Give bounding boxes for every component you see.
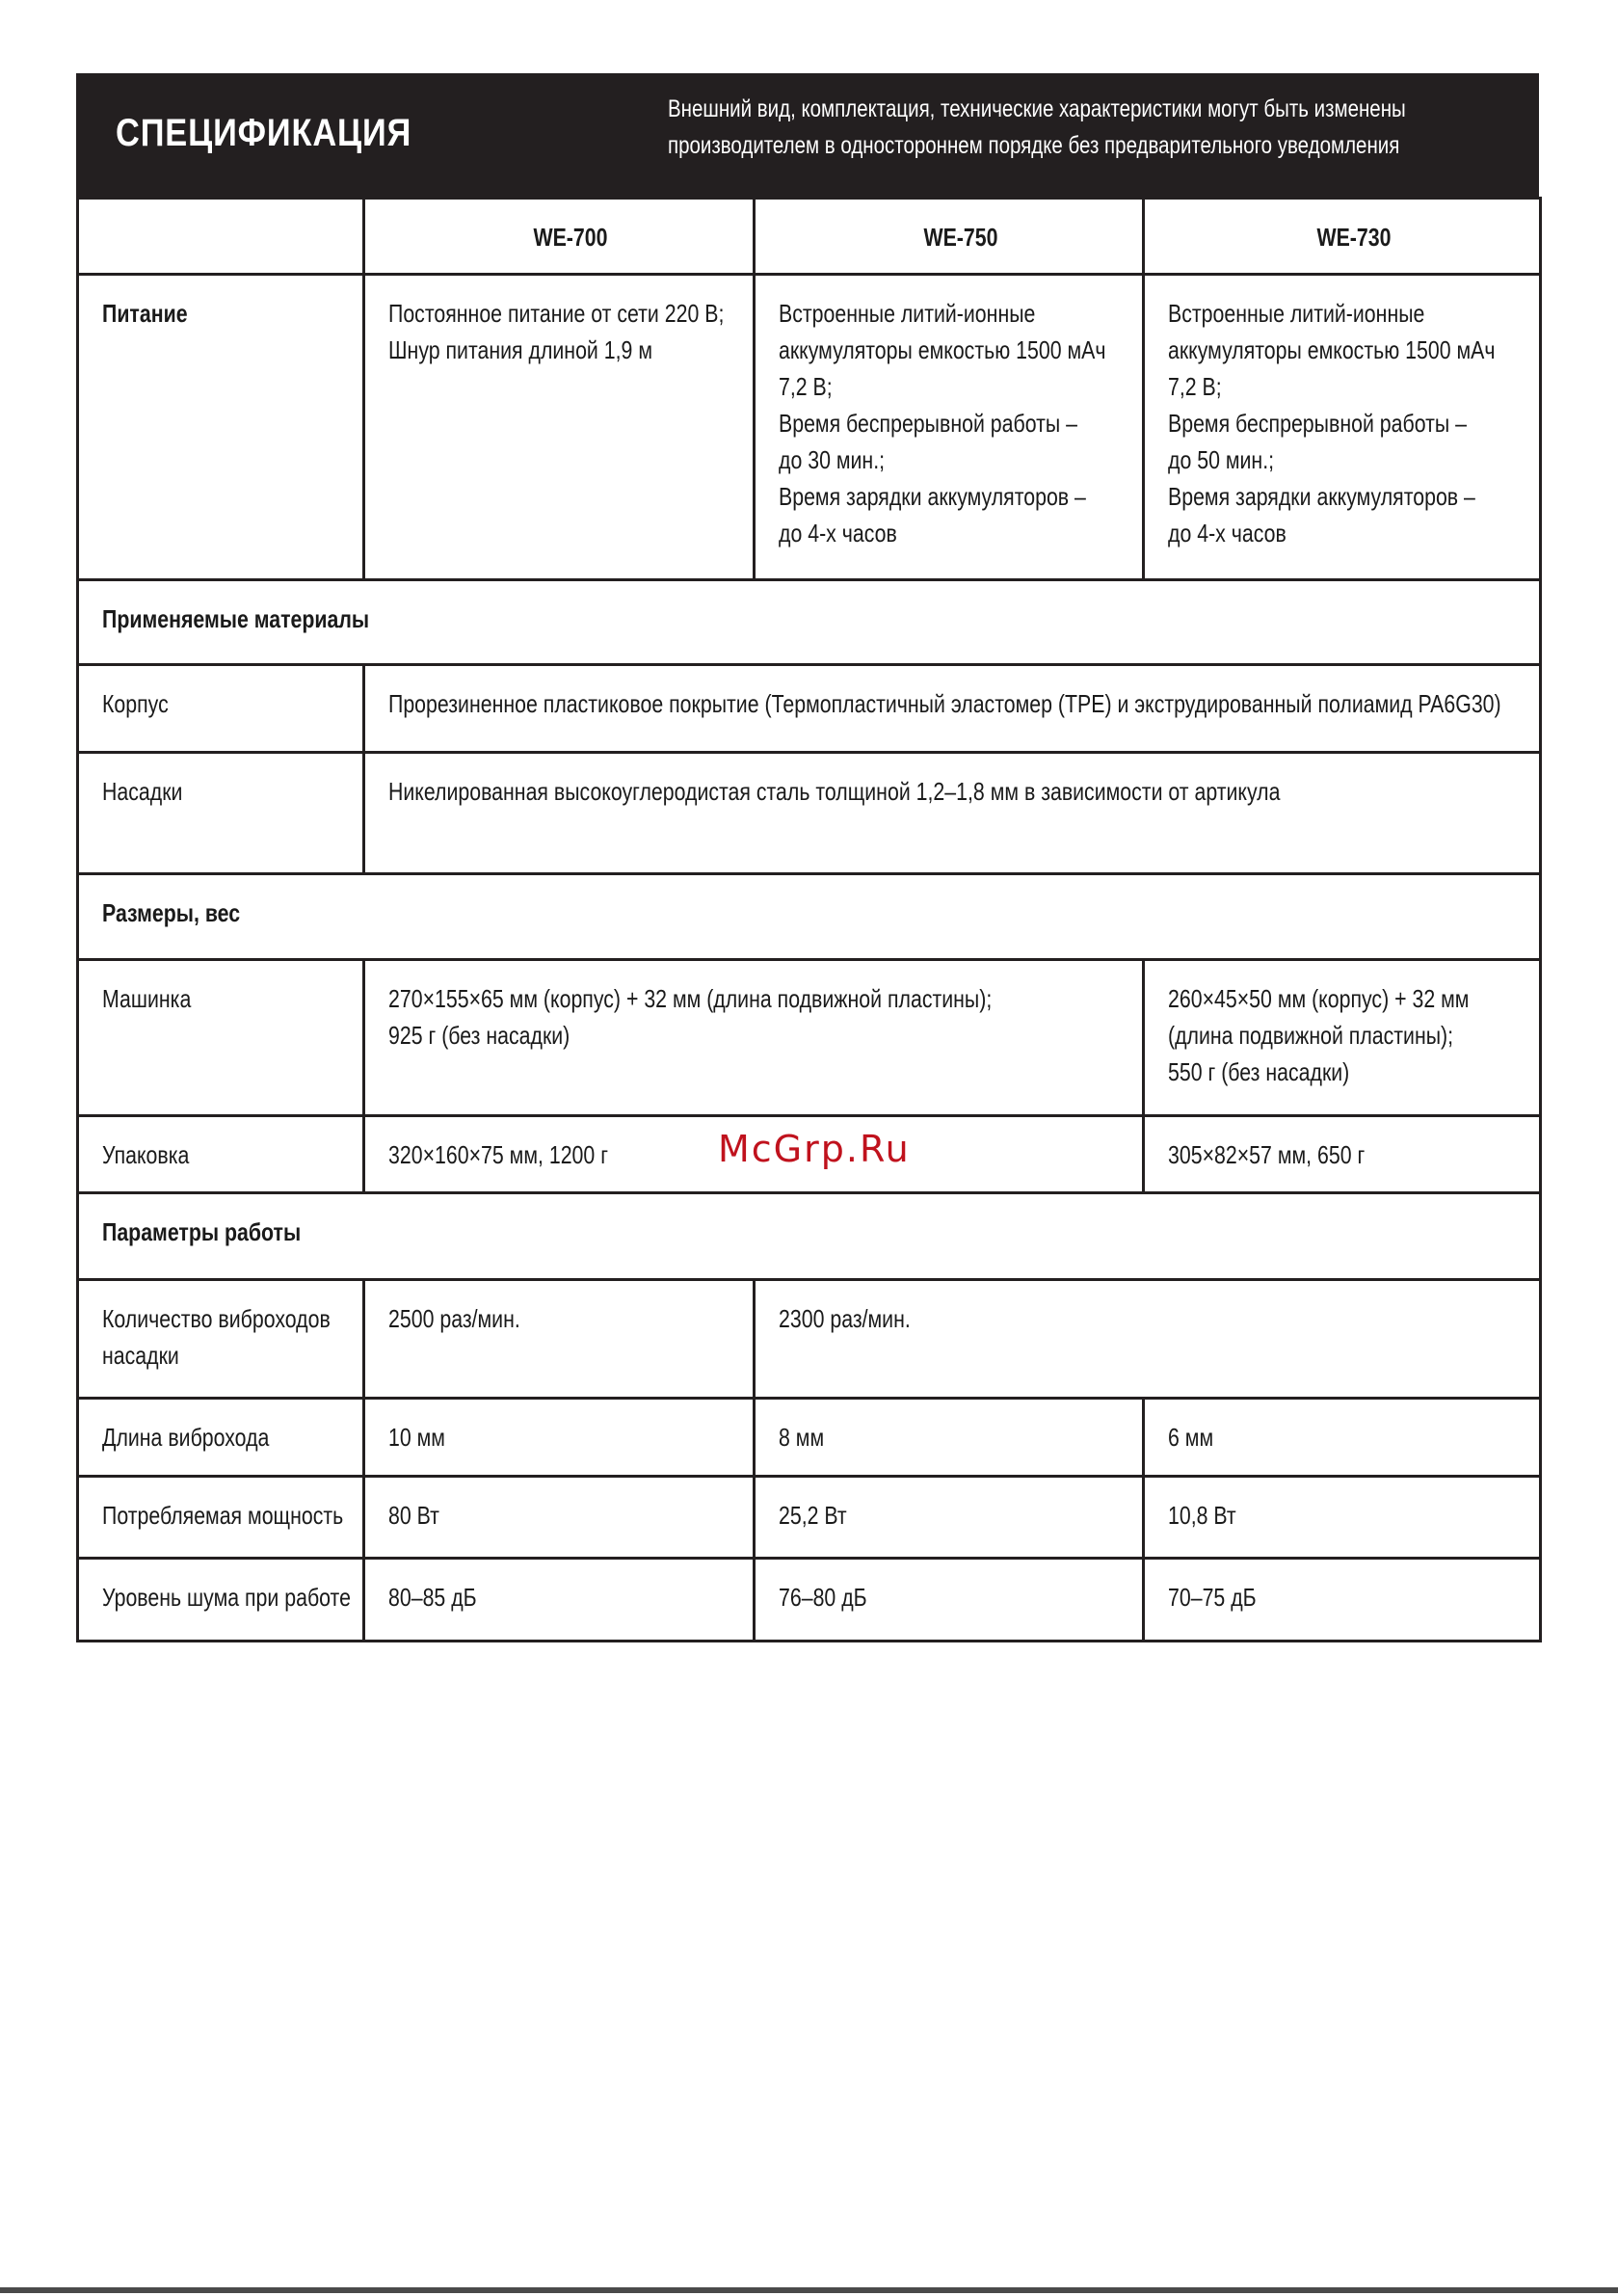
- spec-table: [76, 197, 1542, 1642]
- table-cell: 8 мм: [755, 1399, 1144, 1477]
- footer-divider: [0, 2287, 1618, 2293]
- model-header: WE-730: [1144, 199, 1541, 275]
- spec-header: [76, 73, 1539, 197]
- table-cell: 2500 раз/мин.: [364, 1280, 755, 1399]
- table-cell: 320×160×75 мм, 1200 г: [364, 1116, 1144, 1193]
- row-label: Питание: [78, 275, 364, 580]
- model-header: WE-700: [364, 199, 755, 275]
- table-cell: 260×45×50 мм (корпус) + 32 мм (длина подвижной пластины); 550 г (без насадки): [1144, 960, 1541, 1116]
- section-heading: Параметры работы: [78, 1193, 1541, 1280]
- table-row: [78, 199, 1541, 275]
- row-label: Корпус: [78, 665, 364, 753]
- table-cell: Встроенные литий-ионные аккумуляторы емкостью 1500 мАч 7,2 В; Время беспрерывной работы – до 30 мин.; Время зарядки аккумуляторов – до 4-х часов: [755, 275, 1144, 580]
- row-label: Потребляемая мощность: [78, 1477, 364, 1559]
- table-cell: 76–80 дБ: [755, 1559, 1144, 1642]
- table-row: [78, 1280, 1541, 1399]
- row-label: Уровень шума при работе: [78, 1559, 364, 1642]
- table-row: [78, 275, 1541, 580]
- table-cell: 80 Вт: [364, 1477, 755, 1559]
- table-cell: 10,8 Вт: [1144, 1477, 1541, 1559]
- model-header: WE-750: [755, 199, 1144, 275]
- disclaimer-line: Внешний вид, комплектация, технические характеристики могут быть изменены: [668, 95, 1406, 122]
- table-cell: Встроенные литий-ионные аккумуляторы емкостью 1500 мАч 7,2 В; Время беспрерывной работы – до 50 мин.; Время зарядки аккумуляторов – до 4-х часов: [1144, 275, 1541, 580]
- section-heading: Размеры, вес: [78, 874, 1541, 960]
- table-row: [78, 753, 1541, 874]
- disclaimer-note: [668, 91, 1406, 164]
- table-cell: Постоянное питание от сети 220 В; Шнур питания длиной 1,9 м: [364, 275, 755, 580]
- row-label: Длина виброхода: [78, 1399, 364, 1477]
- table-row: [78, 960, 1541, 1116]
- table-cell: 270×155×65 мм (корпус) + 32 мм (длина подвижной пластины); 925 г (без насадки): [364, 960, 1144, 1116]
- table-row: [78, 1399, 1541, 1477]
- row-label: Насадки: [78, 753, 364, 874]
- table-cell: 305×82×57 мм, 650 г: [1144, 1116, 1541, 1193]
- section-row: [78, 874, 1541, 960]
- section-row: [78, 1193, 1541, 1280]
- table-cell: [78, 199, 364, 275]
- table-cell: 25,2 Вт: [755, 1477, 1144, 1559]
- table-cell: 70–75 дБ: [1144, 1559, 1541, 1642]
- row-label: Машинка: [78, 960, 364, 1116]
- row-label: Упаковка: [78, 1116, 364, 1193]
- section-row: [78, 580, 1541, 665]
- table-row: [78, 1477, 1541, 1559]
- row-label: Количество виброходов насадки: [78, 1280, 364, 1399]
- table-row: [78, 1559, 1541, 1642]
- table-cell: 6 мм: [1144, 1399, 1541, 1477]
- table-cell: 10 мм: [364, 1399, 755, 1477]
- page-title: СПЕЦИФИКАЦИЯ: [116, 112, 412, 154]
- table-cell: Прорезиненное пластиковое покрытие (Термопластичный эластомер (TPE) и экструдированный полиамид PA6G30): [364, 665, 1541, 753]
- table-cell: 2300 раз/мин.: [755, 1280, 1541, 1399]
- disclaimer-line: производителем в одностороннем порядке без предварительного уведомления: [668, 132, 1400, 159]
- table-row: [78, 665, 1541, 753]
- watermark: McGrp.Ru: [718, 1128, 911, 1170]
- table-cell: 80–85 дБ: [364, 1559, 755, 1642]
- table-cell: Никелированная высокоуглеродистая сталь толщиной 1,2–1,8 мм в зависимости от артикула: [364, 753, 1541, 874]
- section-heading: Применяемые материалы: [78, 580, 1541, 665]
